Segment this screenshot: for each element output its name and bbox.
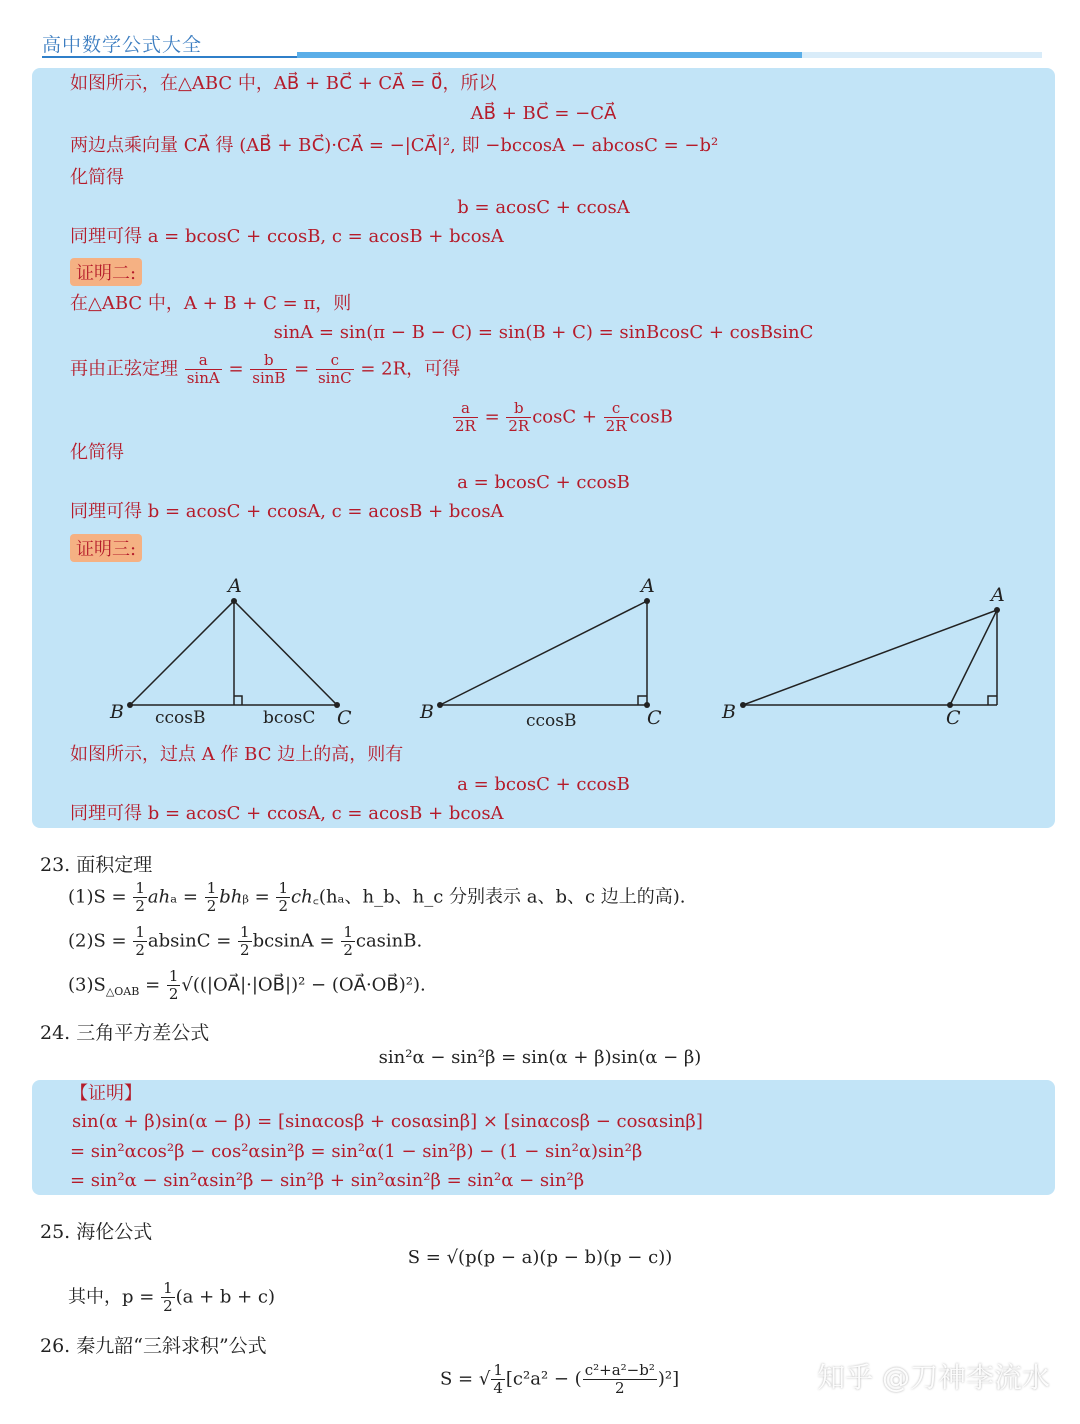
proof3-line-3: 同理可得 b = acosC + ccosA, c = acosB + bcosA — [70, 803, 504, 824]
proof-box-2 — [32, 1080, 1055, 1195]
t1-right-seg-label: bcosC — [263, 708, 316, 728]
proof2-line-1: 在△ABC 中，A + B + C = π，则 — [70, 293, 352, 314]
proof2-line-6: 同理可得 b = acosC + ccosA, c = acosB + bcosA — [70, 501, 504, 522]
sec25-note: 其中，p = $\frac{1}{2}$ (a + b + c) — [68, 1279, 276, 1315]
t1-label-c: C — [337, 707, 352, 729]
triangles-diagram — [32, 568, 1055, 738]
sec23-formula-2: (2)S = $\frac{1}{2}$ absinC = $\frac{1}{2}$ bcsinA = $\frac{1}{2}$ casinB. — [68, 923, 423, 959]
proof2-badge: 证明二: — [70, 258, 142, 286]
proof2-line-3: 再由正弦定理 $\frac{a}{\sin A}$ = $\frac{b}{\sin B}$ = $\frac{c}{\sin C}$ = 2R，可得 — [70, 351, 461, 387]
box1-line-6: 同理可得 a = bcosC + ccosB, c = acosB + bcosA — [70, 226, 504, 247]
box1-line-1: 如图所示，在△ABC 中，AB⃗ + BC⃗ + CA⃗ = 0⃗，所以 — [70, 73, 497, 94]
t2-bottom-seg-label: ccosB — [526, 711, 577, 731]
box1-line-2: AB⃗ + BC⃗ = −CA⃗ — [470, 103, 617, 124]
sec25-formula: S = √(p(p − a)(p − b)(p − c)) — [407, 1247, 673, 1268]
t1-left-seg-label: ccosB — [155, 708, 206, 728]
sec24-proof-line-1: sin(α + β)sin(α − β) = [sinαcosβ + cosαsinβ] × [sinαcosβ − cosαsinβ] — [72, 1111, 703, 1132]
sec26-heading: 26. 秦九韶“三斜求积”公式 — [40, 1335, 267, 1357]
box1-line-4: 化简得 — [70, 167, 124, 188]
t1-label-a: A — [228, 575, 242, 597]
box1-line-5: b = acosC + ccosA — [457, 197, 630, 218]
proof2-line-2: sinA = sin(π − B − C) = sin(B + C) = sinBcosC + cosBsinC — [273, 322, 814, 343]
t3-label-a: A — [991, 584, 1005, 606]
box1-line-3: 两边点乘向量 CA⃗ 得 (AB⃗ + BC⃗)·CA⃗ = −|CA⃗|², 即 −bccosA − abcosC = −b² — [70, 135, 719, 156]
sec24-proof-label: 【证明】 — [70, 1083, 142, 1104]
sec24-proof-line-3: = sin²α − sin²αsin²β − sin²β + sin²αsin²β = sin²α − sin²β — [70, 1170, 585, 1191]
sec23-formula-3: $(3)S_{\triangle OAB}$ = $\frac{1}{2}$ √((|OA⃗|·|OB⃗|)² − (OA⃗·OB⃗)²). — [68, 967, 426, 1003]
watermark: 知乎 @刀神李流水 — [817, 1361, 1050, 1394]
proof3-badge: 证明三: — [70, 534, 142, 562]
proof-box-1 — [32, 68, 1055, 828]
proof2-line-5: a = bcosC + ccosB — [457, 472, 630, 493]
sec24-heading: 24. 三角平方差公式 — [40, 1022, 210, 1044]
t3-label-b: B — [722, 701, 736, 723]
t2-label-a: A — [641, 575, 655, 597]
sec24-proof-line-2: = sin²αcos²β − cos²αsin²β = sin²α(1 − sin²β) − (1 − sin²α)sin²β — [70, 1141, 643, 1162]
t3-label-c: C — [946, 707, 961, 729]
sec25-heading: 25. 海伦公式 — [40, 1221, 153, 1243]
proof3-line-2: a = bcosC + ccosB — [457, 774, 630, 795]
header-rule — [42, 52, 1042, 58]
proof2-fraction-formula: $\frac{a}{2R}$ = $\frac{b}{2R}$ cosC + $\frac{c}{2R}$ cosB — [455, 399, 673, 435]
t2-label-c: C — [647, 707, 662, 729]
sec23-heading: 23. 面积定理 — [40, 854, 153, 876]
t1-label-b: B — [110, 701, 124, 723]
page-header-title: 高中数学公式大全 — [42, 34, 203, 56]
sec23-formula-1: (1)S = $\frac{1}{2}$ ahₐ = $\frac{1}{2}$ bhᵦ = $\frac{1}{2}$ ch꜀(hₐ、h_b、h_c 分别表示 a、b、c 边上的高). — [68, 879, 686, 915]
sec24-formula: sin²α − sin²β = sin(α + β)sin(α − β) — [378, 1047, 702, 1068]
proof3-line-1: 如图所示，过点 A 作 BC 边上的高，则有 — [70, 744, 404, 765]
proof2-line-4: 化简得 — [70, 442, 124, 463]
t2-label-b: B — [420, 701, 434, 723]
sec26-formula: S = √ $\frac{1}{4}$ [c²a² − ( $\frac{\text{c²+a²−b²}}{2}$ )²] — [440, 1361, 680, 1397]
